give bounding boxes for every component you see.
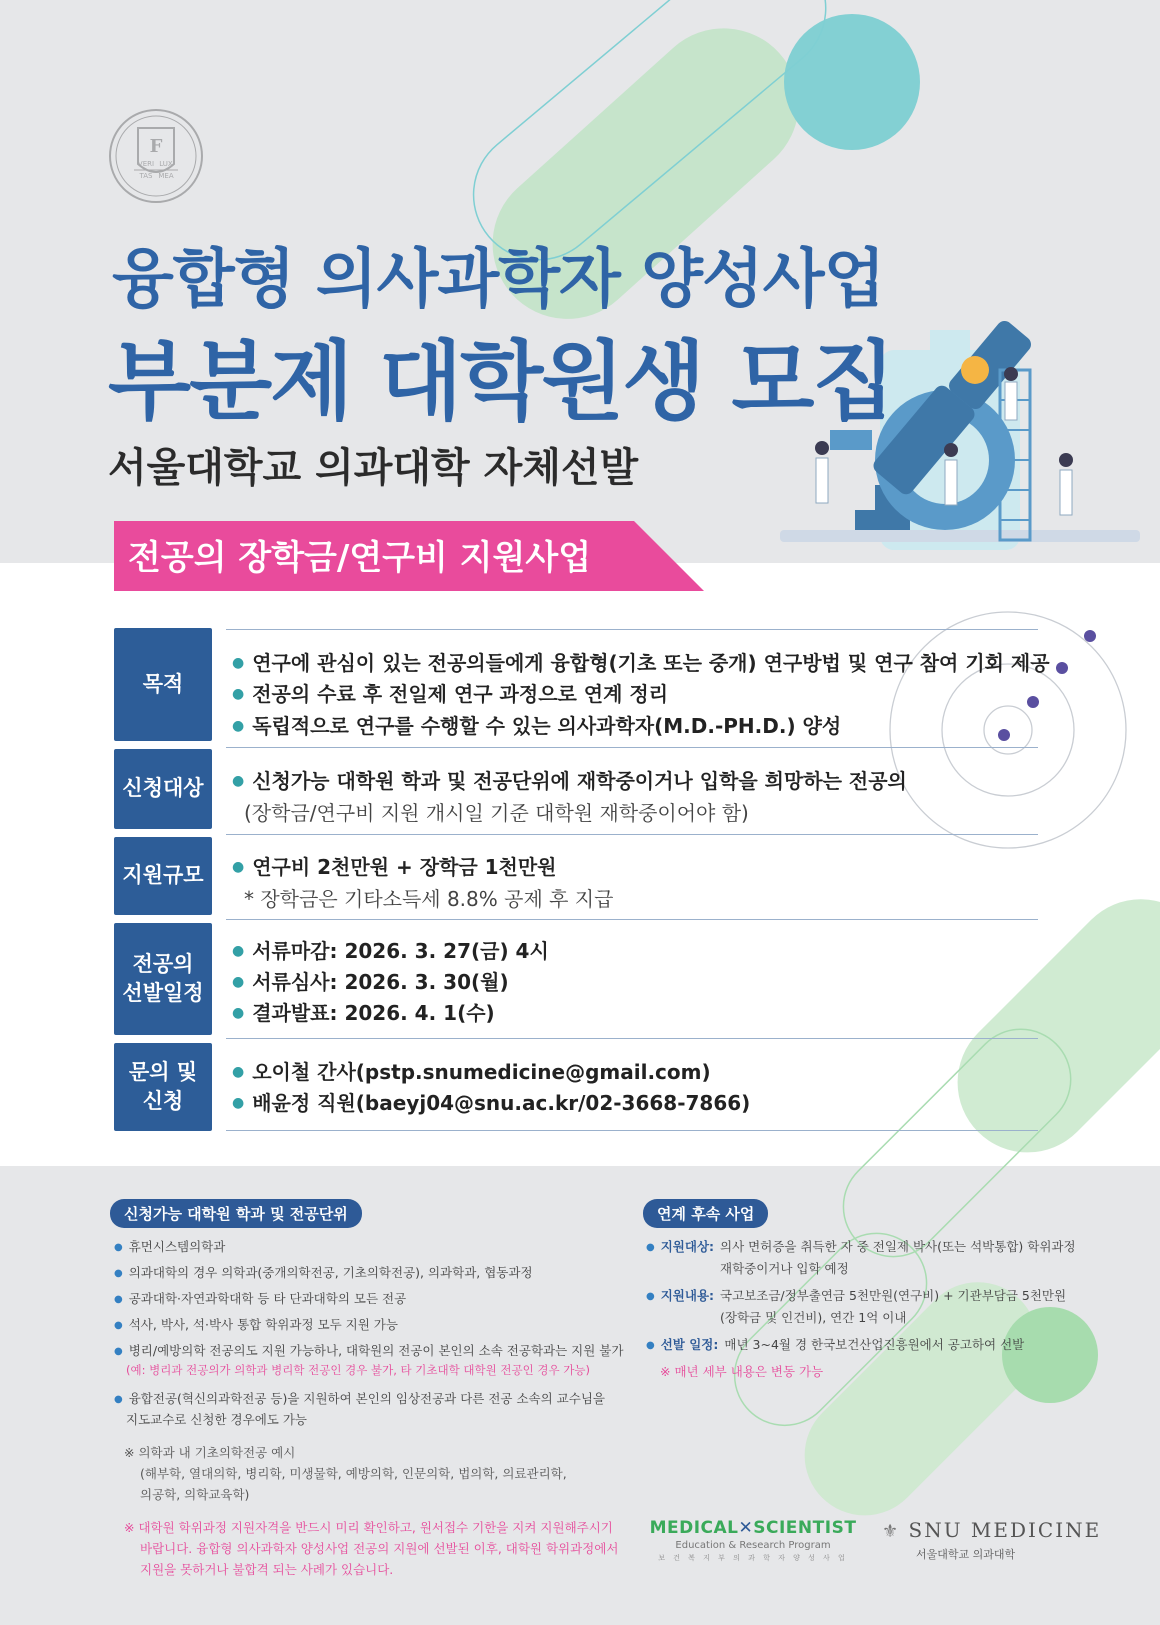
warning-note: ※ 대학원 학위과정 지원자격을 반드시 미리 확인하고, 원서접수 기한을 지켜 지원해주시기 xyxy=(124,1520,613,1535)
divider xyxy=(226,1130,1038,1131)
label-contact: 문의 및 신청 xyxy=(114,1043,212,1131)
follow-up-note: ※ 매년 세부 내용은 변동 가능 xyxy=(660,1364,824,1379)
title-line-2: 부분제 대학원생 모집 xyxy=(108,332,894,432)
divider xyxy=(226,834,1038,835)
follow-up-program-title: 연계 후속 사업 xyxy=(643,1199,768,1228)
follow-up-item: ● 지원내용: 국고보조금/정부출연금 5천만원(연구비) + 기관부담금 5천만원 xyxy=(646,1288,1067,1303)
list-item: ● 휴먼시스템의학과 xyxy=(114,1239,226,1254)
note-basic-medicine: ※ 의학과 내 기초의학전공 예시 xyxy=(124,1445,296,1460)
schedule-item: ● 서류마감: 2026. 3. 27(금) 4시 xyxy=(232,939,549,963)
eligible-departments-title: 신청가능 대학원 학과 및 전공단위 xyxy=(110,1199,362,1228)
follow-up-item: ● 지원대상: 의사 면허증을 취득한 자 중 전일제 박사(또는 석박통합) 학위과정 xyxy=(646,1239,1076,1254)
schedule-item: ● 서류심사: 2026. 3. 30(월) xyxy=(232,970,509,994)
list-item: ● 석사, 박사, 석·박사 통합 학위과정 모두 지원 가능 xyxy=(114,1317,398,1332)
divider xyxy=(226,919,1038,920)
medical-scientist-logo: MEDICAL✕SCIENTIST Education & Research Program 보 건 복 지 부 의 과 학 자 양 성 사 업 xyxy=(649,1518,857,1562)
eligibility-note: (장학금/연구비 지원 개시일 기준 대학원 재학중이어야 함) xyxy=(244,801,749,825)
follow-up-item-cont: (장학금 및 인건비), 연간 1억 이내 xyxy=(720,1310,907,1325)
list-item: ● 공과대학·자연과학대학 등 타 단과대학의 모든 전공 xyxy=(114,1291,407,1306)
svg-text:LUX: LUX xyxy=(159,160,173,168)
support-note: * 장학금은 기타소득세 8.8% 공제 후 지급 xyxy=(244,887,614,911)
eligibility-item: ● 신청가능 대학원 학과 및 전공단위에 재학중이거나 입학을 희망하는 전공의 xyxy=(232,769,907,793)
divider xyxy=(226,1038,1038,1039)
contact-item: ● 오이철 간사(pstp.snumedicine@gmail.com) xyxy=(232,1060,711,1084)
label-support-scale: 지원규모 xyxy=(114,837,212,915)
list-item: ● 의과대학의 경우 의학과(중개의학전공, 기초의학전공), 의과학과, 협동과정 xyxy=(114,1265,533,1280)
list-item: ● 융합전공(혁신의과학전공 등)을 지원하여 본인의 임상전공과 다른 전공 소속의 교수님을 xyxy=(114,1391,605,1406)
snu-medicine-logo: ⚜ SNU MEDICINE 서울대학교 의과대학 xyxy=(882,1518,1102,1561)
support-item: ● 연구비 2천만원 + 장학금 1천만원 xyxy=(232,855,557,879)
svg-text:TAS: TAS xyxy=(139,172,153,180)
note-basic-medicine: 의공학, 의학교육학) xyxy=(140,1487,250,1502)
page-subtitle: 서울대학교 의과대학 자체선발 xyxy=(108,445,639,491)
list-item-cont: 지도교수로 신청한 경우에도 가능 xyxy=(126,1412,307,1427)
divider xyxy=(226,629,1038,630)
label-purpose: 목적 xyxy=(114,628,212,741)
contact-item: ● 배윤정 직원(baeyj04@snu.ac.kr/02-3668-7866) xyxy=(232,1091,751,1115)
label-schedule: 전공의 선발일정 xyxy=(114,923,212,1035)
svg-text:MEA: MEA xyxy=(158,172,174,180)
list-item-example: (예: 병리과 전공의가 의학과 병리학 전공인 경우 불가, 타 기초대학 대학원 전공인 경우 가능) xyxy=(126,1363,590,1377)
svg-text:F: F xyxy=(149,136,163,157)
purpose-item: ● 전공의 수료 후 전일제 연구 과정으로 연계 정리 xyxy=(232,682,669,706)
svg-text:VERI: VERI xyxy=(137,160,155,168)
snu-emblem-logo xyxy=(108,108,204,204)
note-basic-medicine: (해부학, 열대의학, 병리학, 미생물학, 예방의학, 인문의학, 법의학, 의료관리학, xyxy=(140,1466,567,1481)
snu-emblem-icon: ⚜ xyxy=(882,1521,901,1542)
title-line-1: 융합형 의사과학자 양성사업 xyxy=(112,243,885,317)
warning-note: 지원을 못하거나 불합격 되는 사례가 있습니다. xyxy=(140,1562,394,1577)
warning-note: 바랍니다. 융합형 의사과학자 양성사업 전공의 지원에 선발된 이후, 대학원 학위과정에서 xyxy=(140,1541,619,1556)
label-eligibility: 신청대상 xyxy=(114,749,212,829)
divider xyxy=(226,747,1038,748)
banner-label: 전공의 장학금/연구비 지원사업 xyxy=(128,538,592,578)
schedule-item: ● 결과발표: 2026. 4. 1(수) xyxy=(232,1001,495,1025)
follow-up-item: ● 선발 일정: 매년 3~4월 경 한국보건산업진흥원에서 공고하여 선발 xyxy=(646,1337,1025,1352)
purpose-item: ● 연구에 관심이 있는 전공의들에게 융합형(기초 또는 중개) 연구방법 및 연구 참여 기회 제공 xyxy=(232,651,1050,675)
purpose-item: ● 독립적으로 연구를 수행할 수 있는 의사과학자(M.D.-PH.D.) 양성 xyxy=(232,714,842,738)
follow-up-item-cont: 재학중이거나 입학 예정 xyxy=(720,1261,849,1276)
list-item: ● 병리/예방의학 전공의도 지원 가능하나, 대학원의 전공이 본인의 소속 전공학과는 지원 불가 xyxy=(114,1343,624,1358)
